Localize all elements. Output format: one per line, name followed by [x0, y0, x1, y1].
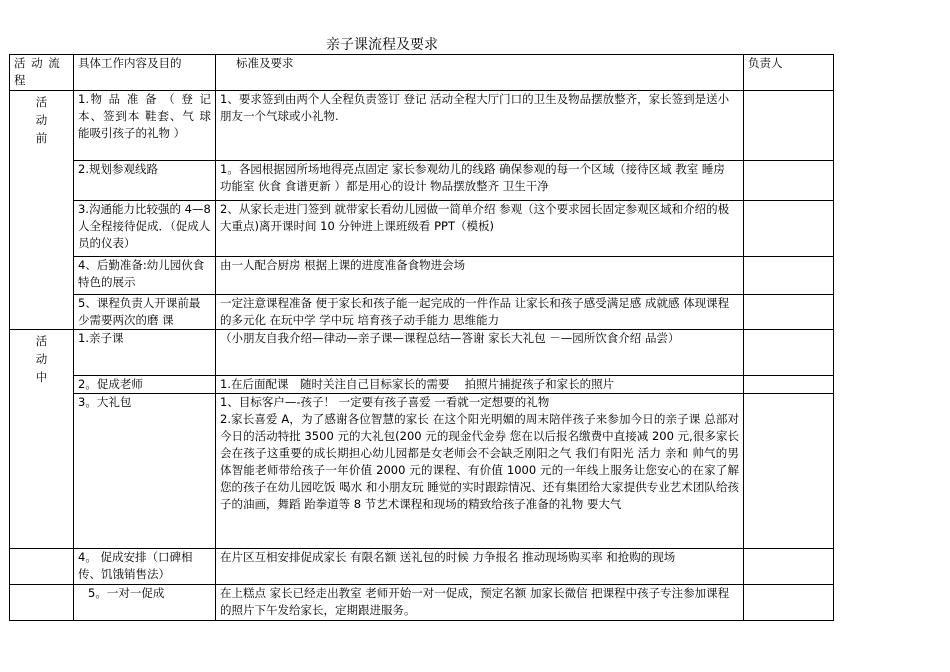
row-item: 4。 促成安排（口碑相传、饥饿销售法）	[74, 549, 216, 585]
phase-before-label: 活动前	[35, 95, 48, 145]
header-content: 具体工作内容及目的	[74, 55, 216, 91]
row-standard: 1.在后面配课 随时关注自己目标家长的需要 拍照片捕捉孩子和家长的照片	[216, 376, 744, 394]
row-owner	[744, 91, 834, 161]
header-owner: 负责人	[744, 55, 834, 91]
row-item: 3。大礼包	[74, 394, 216, 549]
table-row	[10, 201, 834, 257]
row-item: 5。一对一促成	[74, 585, 216, 621]
row-owner	[744, 161, 834, 201]
row-owner	[744, 330, 834, 376]
table-row	[10, 330, 834, 376]
row-item: 1.物 品 准 备 （ 登 记 本、签到本 鞋套、气 球 能吸引孩子的礼物 ）	[74, 91, 216, 161]
table-row	[10, 161, 834, 201]
document-title: 亲子课流程及要求	[326, 37, 438, 53]
row-owner	[744, 201, 834, 257]
row-standard: 1、要求签到由两个人全程负责签订 登记 活动全程大厅门口的卫生及物品摆放整齐，家长签到是送小朋友一个气球或小礼物.	[216, 91, 744, 161]
row-standard: 一定注意课程准备 便于家长和孩子能一起完成的一件作品 让家长和孩子感受满足感 成就感 体现课程的多元化 在玩中学 学中玩 培育孩子动手能力 思维能力	[216, 295, 744, 330]
row-standard: 由一人配合厨房 根据上课的进度准备食物进会场	[216, 257, 744, 295]
phase-during-label: 活动中	[35, 334, 48, 384]
gift-line-2: 2.家长喜爱 A，为了感谢各位智慧的家长 在这个阳光明媚的周末陪伴孩子来参加今日的亲子课 总部对今日的活动特批 3500 元的大礼包(200 元的现金代金券 您在以后报名缴费中直接减 200 元,很多家长会在孩子这重要的成长期担心幼儿园都是女老师会不会缺乏刚阳之气 我们有阳光 活力 亲和 帅气的男体智能老师带给孩子一年价值 2000 元的课程、有价值 1000 元的一年线上服务让您安心的在家了解您的孩子在幼儿园吃饭 喝水 和小朋友玩 睡觉的实时跟踪情况、还有集团给大家提供专业艺术团队给孩子的油画，舞蹈 跆拳道等 8 节艺术课程和现场的精致给孩子准备的礼物 要大气	[220, 412, 739, 511]
row-owner	[744, 585, 834, 621]
row-standard: 2、从家长走进门签到 就带家长看幼儿园做一简单介绍 参观（这个要求园长固定参观区域和介绍的极大重点)离开课时间 10 分钟进上课班级看 PPT（模板)	[216, 201, 744, 257]
row-item: 4、后勤准备:幼儿园伙食特色的展示	[74, 257, 216, 295]
table-row	[10, 585, 834, 621]
table-row	[10, 376, 834, 394]
row-owner	[744, 376, 834, 394]
row-item: 1.亲子课	[74, 330, 216, 376]
row-owner	[744, 394, 834, 549]
table-row	[10, 295, 834, 330]
table-row	[10, 91, 834, 161]
row-standard: 在上糕点 家长已经走出教室 老师开始一对一促成，预定名额 加家长微信 把课程中孩子专注参加课程的照片下午发给家长，定期跟进服务。	[216, 585, 744, 621]
row-owner	[744, 295, 834, 330]
header-phase: 活 动 流 程	[10, 55, 74, 91]
table-row	[10, 394, 834, 549]
phase-empty-cell	[10, 549, 74, 585]
table-row	[10, 257, 834, 295]
row-owner	[744, 257, 834, 295]
header-standard: 标准及要求	[216, 55, 744, 91]
row-item: 2。促成老师	[74, 376, 216, 394]
phase-before-cell	[10, 91, 74, 330]
row-owner	[744, 549, 834, 585]
row-standard: 1。各园根据园所场地得亮点固定 家长参观幼儿的线路 确保参观的每一个区域（接待区域 教室 睡房 功能室 伙食 食谱更新 ）都是用心的设计 物品摆放整齐 卫生干净	[216, 161, 744, 201]
row-standard: （小朋友自我介绍—律动—亲子课—课程总结—答谢 家长大礼包 －—园所饮食介绍 品尝）	[216, 330, 744, 376]
phase-empty-cell	[10, 585, 74, 621]
row-standard-gift	[216, 394, 744, 549]
row-standard: 在片区互相安排促成家长 有限名额 送礼包的时候 力争报名 推动现场购买率 和抢购的现场	[216, 549, 744, 585]
gift-line-1: 1、目标客户—-孩子！ 一定要有孩子喜爱 一看就一定想要的礼物	[220, 395, 550, 409]
row-item: 2.规划参观线路	[74, 161, 216, 201]
row-item: 3.沟通能力比较强的 4—8 人全程接待促成．（促成人员的仪表）	[74, 201, 216, 257]
process-table	[9, 54, 834, 621]
row-item: 5、课程负责人开课前最少需要两次的磨 课	[74, 295, 216, 330]
phase-during-cell	[10, 330, 74, 549]
table-header-row	[10, 55, 834, 91]
table-row	[10, 549, 834, 585]
